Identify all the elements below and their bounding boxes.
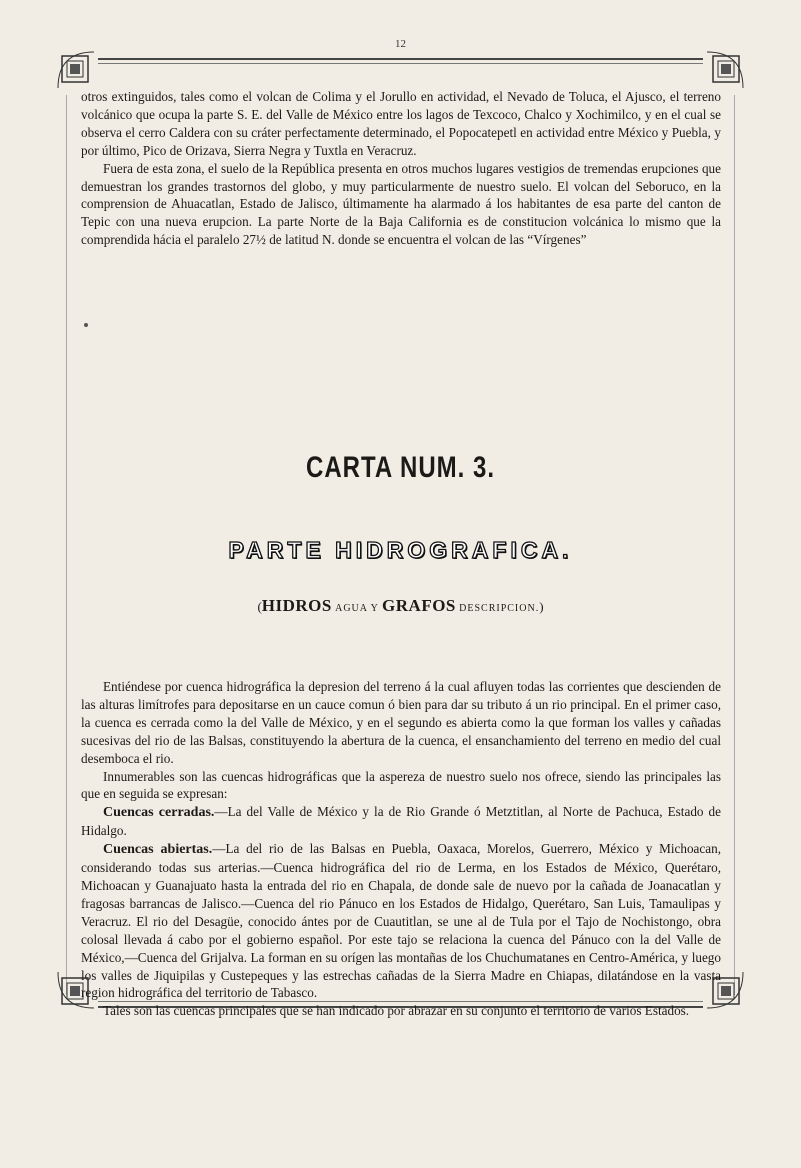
subtitle-open-paren: ( — [257, 599, 262, 614]
paragraph: otros extinguidos, tales como el volcan de Colima y el Jorullo en actividad, el Nevado de Toluca, el Ajusco, el terreno volcánico que ocupa la parte S. E. del Valle de México entre los lagos de Texcoco, Chalco y Xochimilco, y en el cual se observa el cerro Caldera con su cráter perfectamente determinado, el Popocatepetl en actividad entre México y Puebla, y por último, Pico de Orizava, Sierra Negra y Tuxtla en Veracruz. — [81, 89, 721, 158]
subtitle-word-grafos: GRAFOS — [382, 596, 456, 615]
ink-dot — [84, 323, 88, 327]
carta-title: CARTA NUM. 3. — [306, 450, 495, 485]
subtitle-gloss-descripcion: DESCRIPCION. — [459, 603, 540, 614]
paragraph: Innumerables son las cuencas hidrográficas que la aspereza de nuestro suelo nos ofrece, siendo las principales las que en seguida se expresan: — [81, 768, 721, 802]
corner-ornament-icon — [56, 50, 96, 90]
paragraph — [81, 840, 721, 1002]
section-subtitle — [0, 596, 801, 616]
runin-heading: Cuencas abiertas. — [103, 842, 213, 858]
paragraph: Fuera de esta zona, el suelo de la República presenta en otros muchos lugares vestigios de tremendas erupciones que demuestran los grandes trastornos del globo, y muy particularmente de nuestro suelo. El volcan del Seboruco, en la comprension de Ahuacatlan, Estado de Jalisco, últimamente ha alarmado á los habitantes de esa parte del canton de Tepic con una nueva erupcion. La parte Norte de la Baja California es de constitucion volcánica lo mismo que la comprendida hácia el paralelo 27½ de latitud N. donde se encuentra el volcan de las “Vírgenes” — [81, 160, 721, 248]
paragraph-body: —La del rio de las Balsas en Puebla, Oaxaca, Morelos, Guerrero, México y Michoacan, considerando todas sus arterias.—Cuenca hidrográfica del rio de Lerma, en los Estados de México, Querétaro, Michoacan y Guanajuato hasta la entrada del rio en Chapala, de donde sale de nuevo por la cañada de Joanacatlan y fragosas barrancas de Jalisco.—Cuenca del rio Pánuco en los Estados de Hidalgo, Querétaro, San Luis, Tamaulipas y Veracruz. El rio del Desagüe, conocido ántes por de Cuautitlan, se une al de Tula por el Tajo de Nochistongo, obra colosal llevada á cabo por el gobierno español. Por este tajo se relaciona la cuenca del Pánuco con la del Valle de México,—Cuenca del Grijalva. La forman en su orígen las montañas de los Chuchumatanes en Centro-América, y luego los valles de Jiquipilas y Custepeques y las estrechas cañadas de la Sierra Madre en Chiapas, dilatándose en la vasta region hidrográfica del territorio de Tabasco. — [81, 841, 721, 1001]
paragraph — [81, 803, 721, 840]
corner-ornament-icon — [705, 50, 745, 90]
section-title: PARTE HIDROGRAFICA. — [228, 537, 573, 563]
page-number: 12 — [395, 38, 406, 50]
paragraph: Tales son las cuencas principales que se han indicado por abrazar en su conjunto el territorio de varios Estados. — [103, 1003, 690, 1019]
runin-heading: Cuencas cerradas. — [103, 805, 215, 821]
subtitle-word-hidros: HIDROS — [261, 596, 332, 615]
main-text-block — [81, 678, 721, 1020]
subtitle-close-paren: ) — [539, 599, 544, 614]
subtitle-gloss-agua: AGUA Y — [335, 603, 379, 614]
intro-text-block — [81, 88, 721, 249]
paragraph-body: —La del Valle de México y la de Rio Grande ó Metztitlan, al Norte de Pachuca, Estado de Hidalgo. — [81, 804, 721, 839]
paragraph: Entiéndese por cuenca hidrográfica la depresion del terreno á la cual afluyen todas las corrientes que descienden de las alturas limítrofes para depositarse en un cauce comun ó bien para dar su tributo á un rio principal. En el primer caso, la cuenca es cerrada como la del Valle de México, y en el segundo es abierta como la que forman los valles y cañadas sucesivas del rio de las Balsas, constituyendo la abertura de la cuenca, el ensanchamiento del terreno en medio del cual desemboca el rio. — [81, 679, 721, 766]
frame-top-rule — [98, 58, 703, 60]
frame-top-rule-inner — [98, 63, 703, 64]
